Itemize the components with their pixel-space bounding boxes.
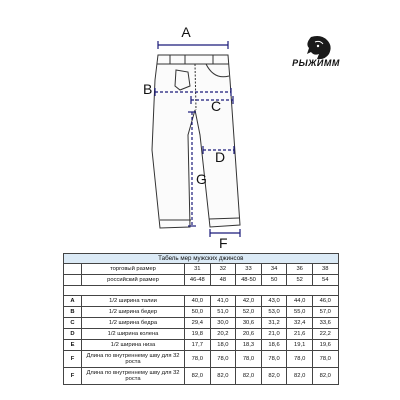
cell: 57,0 bbox=[312, 307, 338, 318]
russian-size: 54 bbox=[312, 275, 338, 286]
row-code: A bbox=[64, 296, 82, 307]
label-g: G bbox=[196, 171, 207, 187]
cell: 82,0 bbox=[236, 368, 262, 385]
cell: 44,0 bbox=[287, 296, 313, 307]
cell: 52,0 bbox=[236, 307, 262, 318]
row-code: C bbox=[64, 318, 82, 329]
row-name: 1/2 ширина бедер bbox=[82, 307, 185, 318]
row-name: Длина по внутреннему шву для 32 роста bbox=[82, 368, 185, 385]
cell: 18,6 bbox=[261, 340, 287, 351]
trade-size-row bbox=[64, 264, 339, 275]
row-name: 1/2 ширина низа bbox=[82, 340, 185, 351]
row-code: B bbox=[64, 307, 82, 318]
cell: 78,0 bbox=[261, 351, 287, 368]
row-name: 1/2 ширина бедра bbox=[82, 318, 185, 329]
trade-size: 32 bbox=[210, 264, 236, 275]
cell: 46,0 bbox=[312, 296, 338, 307]
cell: 32,4 bbox=[287, 318, 313, 329]
cell: 17,7 bbox=[185, 340, 211, 351]
size-table bbox=[63, 253, 338, 385]
label-a: A bbox=[181, 24, 191, 40]
jeans-outline bbox=[152, 55, 240, 228]
row-code: F bbox=[64, 368, 82, 385]
cell: 33,6 bbox=[312, 318, 338, 329]
cell: 82,0 bbox=[312, 368, 338, 385]
trade-size: 36 bbox=[287, 264, 313, 275]
row-code: D bbox=[64, 329, 82, 340]
russian-size: 52 bbox=[287, 275, 313, 286]
table-row bbox=[64, 296, 339, 307]
cell: 78,0 bbox=[312, 351, 338, 368]
cell: 82,0 bbox=[287, 368, 313, 385]
table-title: Табель мер мужских джинсов bbox=[64, 254, 339, 264]
cell: 82,0 bbox=[261, 368, 287, 385]
trade-size: 34 bbox=[261, 264, 287, 275]
russian-size: 46-48 bbox=[185, 275, 211, 286]
cell: 21,0 bbox=[261, 329, 287, 340]
cell: 19,1 bbox=[287, 340, 313, 351]
brand-name: РЫЖИММ bbox=[292, 58, 340, 68]
cell: 18,0 bbox=[210, 340, 236, 351]
trade-size-label: торговый размер bbox=[82, 264, 185, 275]
russian-size: 48 bbox=[210, 275, 236, 286]
row-name: 1/2 ширина талии bbox=[82, 296, 185, 307]
russian-size: 48-50 bbox=[236, 275, 262, 286]
cell: 29,4 bbox=[185, 318, 211, 329]
cell: 30,6 bbox=[236, 318, 262, 329]
cell: 22,2 bbox=[312, 329, 338, 340]
cell: 40,0 bbox=[185, 296, 211, 307]
cell: 21,6 bbox=[287, 329, 313, 340]
russian-size-row bbox=[64, 275, 339, 286]
cell: 55,0 bbox=[287, 307, 313, 318]
cell: 31,2 bbox=[261, 318, 287, 329]
cell: 43,0 bbox=[261, 296, 287, 307]
cell: 78,0 bbox=[287, 351, 313, 368]
cell: 82,0 bbox=[210, 368, 236, 385]
cell: 18,3 bbox=[236, 340, 262, 351]
trade-size: 38 bbox=[312, 264, 338, 275]
table-row bbox=[64, 368, 339, 385]
cell: 82,0 bbox=[185, 368, 211, 385]
table-row bbox=[64, 329, 339, 340]
russian-size-label: российский размер bbox=[82, 275, 185, 286]
cell: 19,6 bbox=[312, 340, 338, 351]
cell: 78,0 bbox=[236, 351, 262, 368]
russian-size: 50 bbox=[261, 275, 287, 286]
cell: 20,2 bbox=[210, 329, 236, 340]
trade-size: 31 bbox=[185, 264, 211, 275]
trade-size: 33 bbox=[236, 264, 262, 275]
table-row bbox=[64, 340, 339, 351]
cell: 41,0 bbox=[210, 296, 236, 307]
cell: 50,0 bbox=[185, 307, 211, 318]
cell: 19,8 bbox=[185, 329, 211, 340]
label-c: C bbox=[211, 98, 222, 114]
table-row bbox=[64, 318, 339, 329]
label-f: F bbox=[219, 235, 228, 250]
table-row bbox=[64, 351, 339, 368]
cell: 20,6 bbox=[236, 329, 262, 340]
label-d: D bbox=[215, 149, 226, 165]
cell: 53,0 bbox=[261, 307, 287, 318]
table-row bbox=[64, 307, 339, 318]
cell: 51,0 bbox=[210, 307, 236, 318]
row-name: 1/2 ширина колена bbox=[82, 329, 185, 340]
row-name: Длина по внутреннему шву для 32 роста bbox=[82, 351, 185, 368]
cell: 78,0 bbox=[210, 351, 236, 368]
row-code: E bbox=[64, 340, 82, 351]
cell: 30,0 bbox=[210, 318, 236, 329]
cell: 78,0 bbox=[185, 351, 211, 368]
row-code: F bbox=[64, 351, 82, 368]
label-b: B bbox=[143, 81, 153, 97]
cell: 42,0 bbox=[236, 296, 262, 307]
